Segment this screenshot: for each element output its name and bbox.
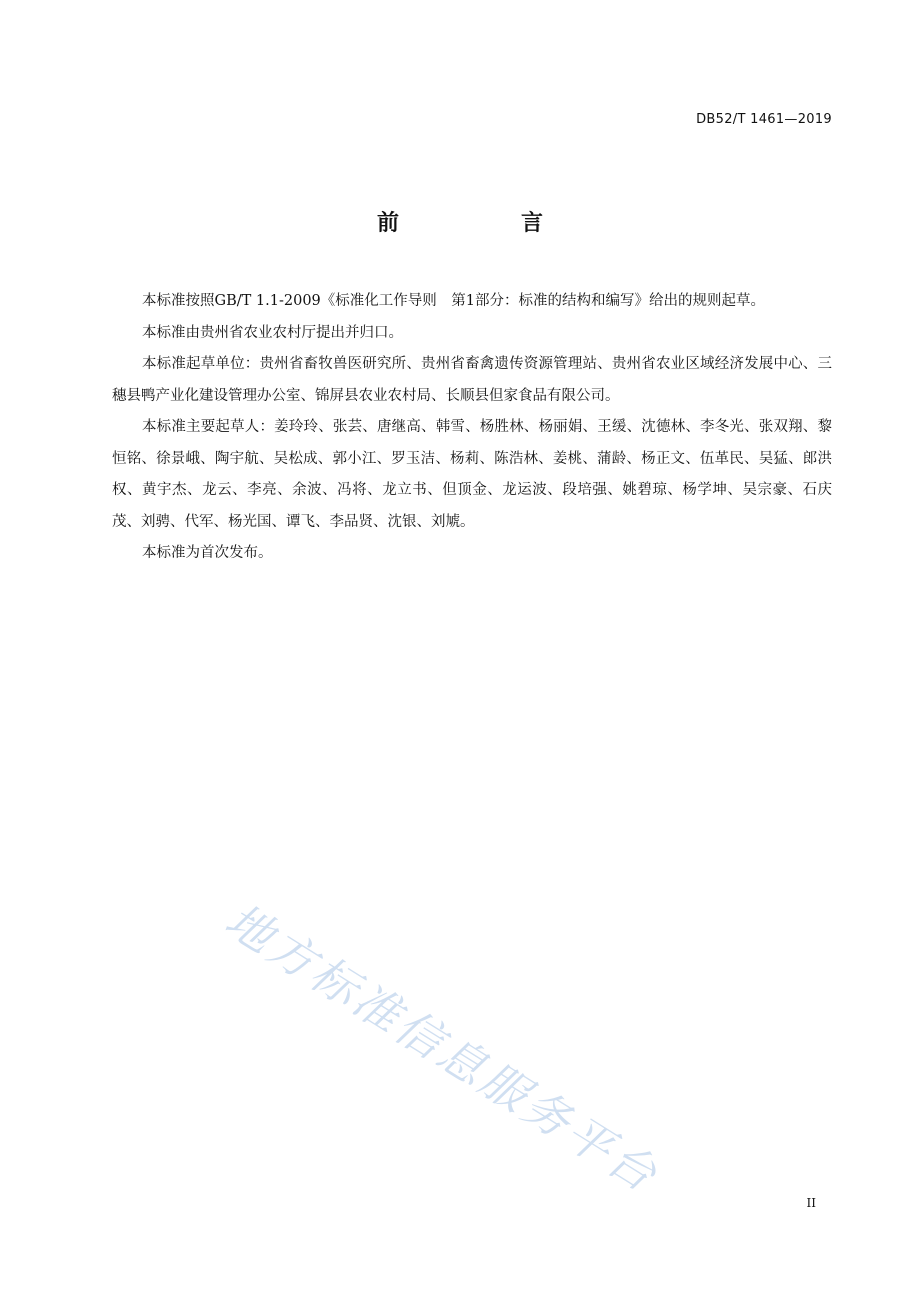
paragraph-proposer: 本标准由贵州省农业农村厅提出并归口。 xyxy=(142,324,403,341)
document-code: DB52/T 1461—2019 xyxy=(696,112,832,127)
page-number: II xyxy=(806,1196,816,1210)
paragraph-drafting-units: 本标准起草单位：贵州省畜牧兽医研究所、贵州省畜禽遗传资源管理站、贵州省农业区域经济发展中心、三穗县鸭产业化建设管理办公室、锦屏县农业农村局、长顺县但家食品有限公司。 xyxy=(112,356,832,404)
document-body xyxy=(112,286,832,570)
page-title: 前 言 xyxy=(376,211,593,236)
paragraph-drafters: 本标准主要起草人：姜玲玲、张芸、唐继高、韩雪、杨胜林、杨丽娟、王缓、沈德林、李冬光、张双翔、黎恒铭、徐景峨、陶宇航、吴松成、郭小江、罗玉洁、杨莉、陈浩林、姜桃、蒲龄、杨正文、伍革民、吴猛、郎洪权、黄宇杰、龙云、李亮、余波、冯将、龙立书、但顶金、龙运波、段培强、姚碧琼、杨学坤、吴宗豪、石庆茂、刘骋、代军、杨光国、谭飞、李品贤、沈银、刘虓。 xyxy=(112,419,832,530)
paragraph-first-release: 本标准为首次发布。 xyxy=(142,545,273,561)
watermark: 地方标准信息服务平台 xyxy=(216,892,669,1204)
paragraph-drafting-rules: 本标准按照GB/T 1.1-2009《标准化工作导则 第1部分：标准的结构和编写》给出的规则起草。 xyxy=(142,293,765,309)
